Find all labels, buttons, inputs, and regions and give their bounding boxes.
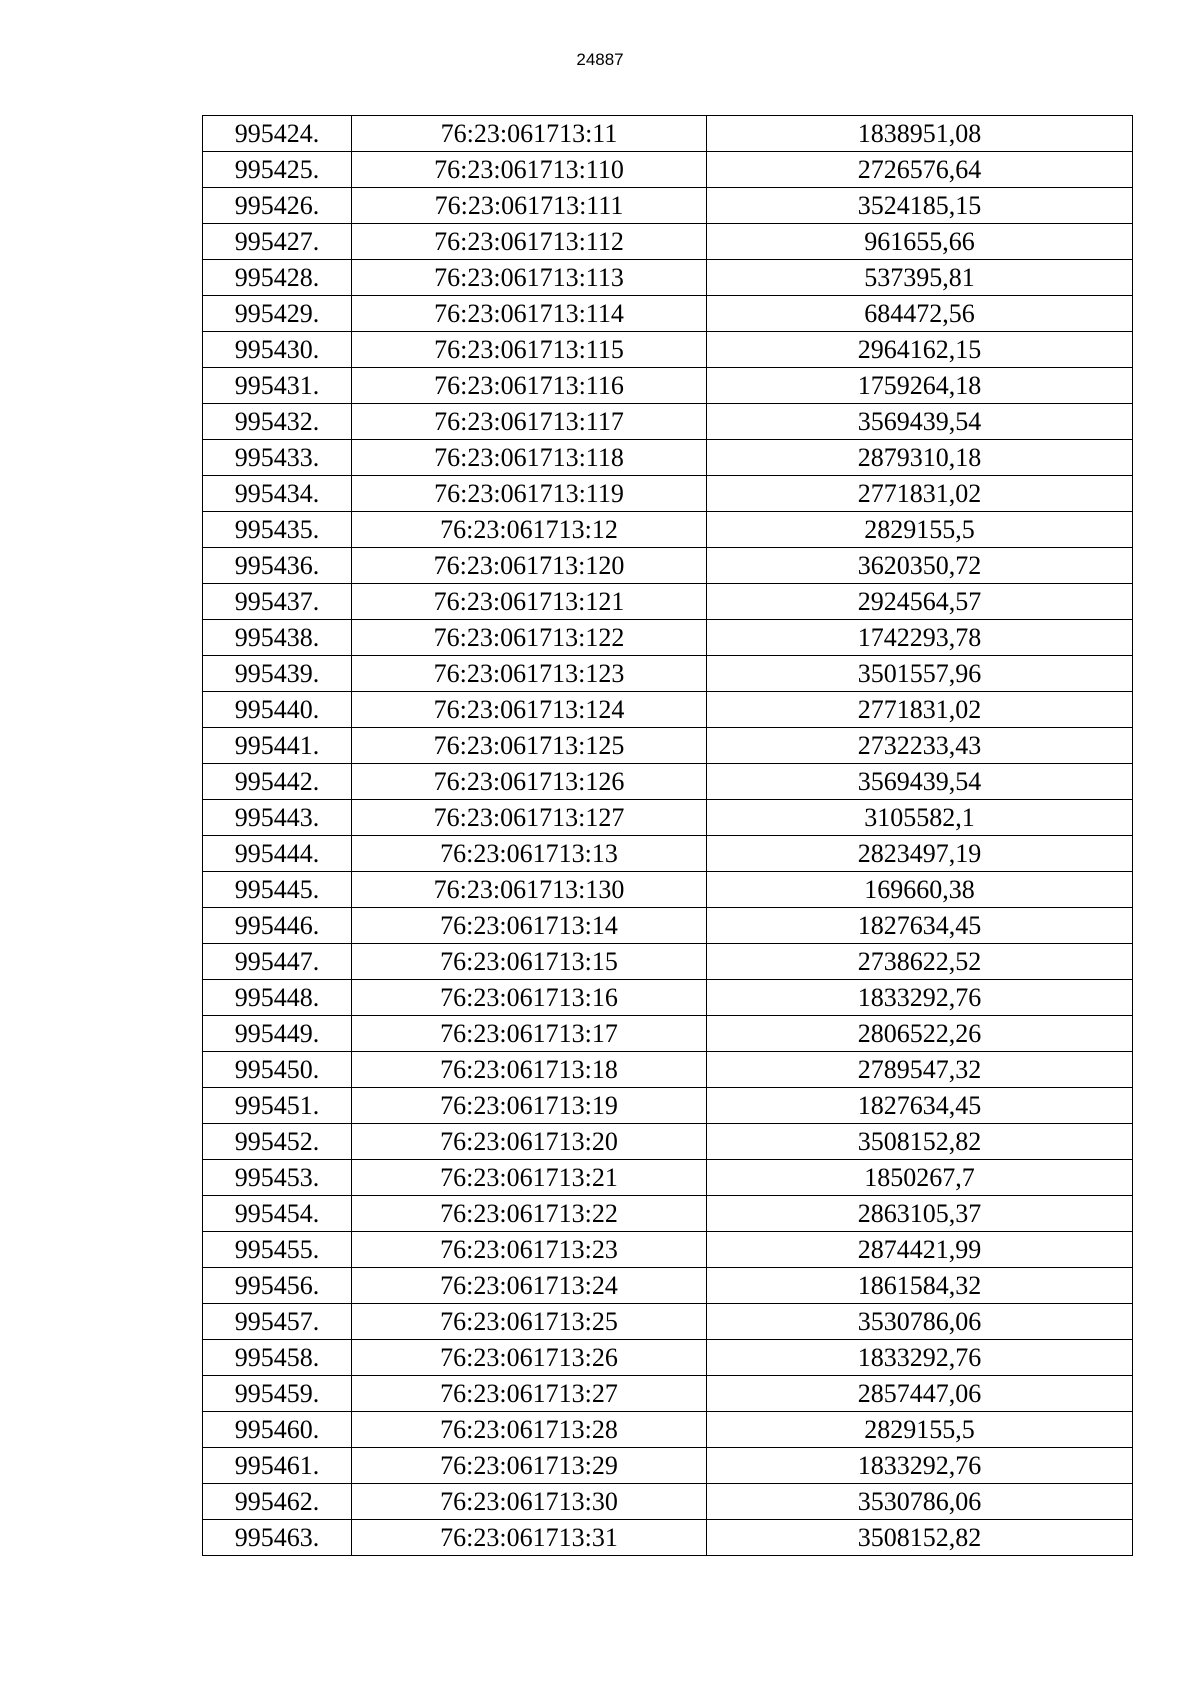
- row-number-cell: 995450.: [203, 1052, 352, 1088]
- cadastral-number-cell: 76:23:061713:22: [352, 1196, 707, 1232]
- table-row: [203, 1448, 1133, 1484]
- cadastral-value-cell: 537395,81: [707, 260, 1133, 296]
- row-number-cell: 995453.: [203, 1160, 352, 1196]
- cadastral-number-cell: 76:23:061713:115: [352, 332, 707, 368]
- cadastral-number-cell: 76:23:061713:17: [352, 1016, 707, 1052]
- table-row: [203, 548, 1133, 584]
- cadastral-value-cell: 1861584,32: [707, 1268, 1133, 1304]
- cadastral-number-cell: 76:23:061713:127: [352, 800, 707, 836]
- row-number-cell: 995438.: [203, 620, 352, 656]
- cadastral-value-cell: 1742293,78: [707, 620, 1133, 656]
- cadastral-value-cell: 3501557,96: [707, 656, 1133, 692]
- cadastral-value-cell: 3620350,72: [707, 548, 1133, 584]
- cadastral-number-cell: 76:23:061713:121: [352, 584, 707, 620]
- row-number-cell: 995441.: [203, 728, 352, 764]
- row-number-cell: 995434.: [203, 476, 352, 512]
- row-number-cell: 995448.: [203, 980, 352, 1016]
- table-row: [203, 656, 1133, 692]
- table-row: [203, 368, 1133, 404]
- cadastral-number-cell: 76:23:061713:18: [352, 1052, 707, 1088]
- row-number-cell: 995451.: [203, 1088, 352, 1124]
- row-number-cell: 995429.: [203, 296, 352, 332]
- cadastral-number-cell: 76:23:061713:125: [352, 728, 707, 764]
- table-body: [203, 116, 1133, 1556]
- table-row: [203, 872, 1133, 908]
- table-row: [203, 764, 1133, 800]
- table-row: [203, 1484, 1133, 1520]
- row-number-cell: 995449.: [203, 1016, 352, 1052]
- table-row: [203, 116, 1133, 152]
- cadastral-value-cell: 3530786,06: [707, 1484, 1133, 1520]
- cadastral-value-cell: 1838951,08: [707, 116, 1133, 152]
- table-row: [203, 1088, 1133, 1124]
- cadastral-value-cell: 1833292,76: [707, 980, 1133, 1016]
- row-number-cell: 995460.: [203, 1412, 352, 1448]
- cadastral-value-cell: 961655,66: [707, 224, 1133, 260]
- cadastral-number-cell: 76:23:061713:117: [352, 404, 707, 440]
- cadastral-number-cell: 76:23:061713:116: [352, 368, 707, 404]
- row-number-cell: 995431.: [203, 368, 352, 404]
- cadastral-number-cell: 76:23:061713:13: [352, 836, 707, 872]
- cadastral-value-cell: 2732233,43: [707, 728, 1133, 764]
- table-row: [203, 1268, 1133, 1304]
- cadastral-number-cell: 76:23:061713:30: [352, 1484, 707, 1520]
- cadastral-value-table: [202, 115, 1133, 1556]
- cadastral-number-cell: 76:23:061713:118: [352, 440, 707, 476]
- table-row: [203, 512, 1133, 548]
- table-row: [203, 152, 1133, 188]
- row-number-cell: 995427.: [203, 224, 352, 260]
- cadastral-number-cell: 76:23:061713:25: [352, 1304, 707, 1340]
- row-number-cell: 995462.: [203, 1484, 352, 1520]
- table-row: [203, 1124, 1133, 1160]
- cadastral-value-cell: 3508152,82: [707, 1520, 1133, 1556]
- cadastral-value-cell: 3508152,82: [707, 1124, 1133, 1160]
- row-number-cell: 995455.: [203, 1232, 352, 1268]
- table-row: [203, 1232, 1133, 1268]
- cadastral-value-cell: 3569439,54: [707, 764, 1133, 800]
- cadastral-number-cell: 76:23:061713:28: [352, 1412, 707, 1448]
- row-number-cell: 995444.: [203, 836, 352, 872]
- cadastral-number-cell: 76:23:061713:126: [352, 764, 707, 800]
- cadastral-number-cell: 76:23:061713:120: [352, 548, 707, 584]
- cadastral-number-cell: 76:23:061713:130: [352, 872, 707, 908]
- row-number-cell: 995463.: [203, 1520, 352, 1556]
- table-row: [203, 476, 1133, 512]
- row-number-cell: 995442.: [203, 764, 352, 800]
- cadastral-number-cell: 76:23:061713:112: [352, 224, 707, 260]
- cadastral-value-cell: 2879310,18: [707, 440, 1133, 476]
- table-row: [203, 1520, 1133, 1556]
- table-row: [203, 224, 1133, 260]
- cadastral-value-cell: 1850267,7: [707, 1160, 1133, 1196]
- row-number-cell: 995452.: [203, 1124, 352, 1160]
- cadastral-number-cell: 76:23:061713:111: [352, 188, 707, 224]
- table-row: [203, 404, 1133, 440]
- cadastral-value-cell: 2874421,99: [707, 1232, 1133, 1268]
- table-row: [203, 728, 1133, 764]
- cadastral-value-cell: 1759264,18: [707, 368, 1133, 404]
- table-row: [203, 1376, 1133, 1412]
- cadastral-value-cell: 2829155,5: [707, 512, 1133, 548]
- row-number-cell: 995456.: [203, 1268, 352, 1304]
- cadastral-number-cell: 76:23:061713:24: [352, 1268, 707, 1304]
- table-row: [203, 584, 1133, 620]
- cadastral-number-cell: 76:23:061713:122: [352, 620, 707, 656]
- cadastral-value-cell: 2829155,5: [707, 1412, 1133, 1448]
- cadastral-number-cell: 76:23:061713:16: [352, 980, 707, 1016]
- table-row: [203, 800, 1133, 836]
- cadastral-value-cell: 2726576,64: [707, 152, 1133, 188]
- cadastral-value-cell: 169660,38: [707, 872, 1133, 908]
- table-row: [203, 1052, 1133, 1088]
- table-row: [203, 332, 1133, 368]
- cadastral-value-cell: 1827634,45: [707, 908, 1133, 944]
- table-row: [203, 692, 1133, 728]
- row-number-cell: 995430.: [203, 332, 352, 368]
- table-row: [203, 944, 1133, 980]
- row-number-cell: 995428.: [203, 260, 352, 296]
- cadastral-value-cell: 3530786,06: [707, 1304, 1133, 1340]
- cadastral-number-cell: 76:23:061713:21: [352, 1160, 707, 1196]
- row-number-cell: 995446.: [203, 908, 352, 944]
- cadastral-value-cell: 3524185,15: [707, 188, 1133, 224]
- cadastral-number-cell: 76:23:061713:110: [352, 152, 707, 188]
- row-number-cell: 995461.: [203, 1448, 352, 1484]
- row-number-cell: 995457.: [203, 1304, 352, 1340]
- cadastral-value-cell: 2924564,57: [707, 584, 1133, 620]
- table-row: [203, 296, 1133, 332]
- row-number-cell: 995426.: [203, 188, 352, 224]
- cadastral-number-cell: 76:23:061713:31: [352, 1520, 707, 1556]
- row-number-cell: 995459.: [203, 1376, 352, 1412]
- table-row: [203, 1160, 1133, 1196]
- table-row: [203, 1412, 1133, 1448]
- cadastral-value-cell: 2857447,06: [707, 1376, 1133, 1412]
- cadastral-number-cell: 76:23:061713:12: [352, 512, 707, 548]
- row-number-cell: 995440.: [203, 692, 352, 728]
- table-row: [203, 836, 1133, 872]
- cadastral-number-cell: 76:23:061713:114: [352, 296, 707, 332]
- cadastral-value-cell: 1833292,76: [707, 1448, 1133, 1484]
- cadastral-value-cell: 1827634,45: [707, 1088, 1133, 1124]
- cadastral-value-cell: 2738622,52: [707, 944, 1133, 980]
- row-number-cell: 995436.: [203, 548, 352, 584]
- cadastral-number-cell: 76:23:061713:26: [352, 1340, 707, 1376]
- cadastral-value-cell: 2771831,02: [707, 692, 1133, 728]
- table-row: [203, 1340, 1133, 1376]
- cadastral-value-cell: 684472,56: [707, 296, 1133, 332]
- cadastral-number-cell: 76:23:061713:11: [352, 116, 707, 152]
- page-number: 24887: [576, 50, 624, 69]
- row-number-cell: 995443.: [203, 800, 352, 836]
- cadastral-value-cell: 2863105,37: [707, 1196, 1133, 1232]
- table-row: [203, 440, 1133, 476]
- row-number-cell: 995424.: [203, 116, 352, 152]
- table-row: [203, 980, 1133, 1016]
- cadastral-number-cell: 76:23:061713:113: [352, 260, 707, 296]
- cadastral-number-cell: 76:23:061713:124: [352, 692, 707, 728]
- cadastral-value-cell: 1833292,76: [707, 1340, 1133, 1376]
- table-row: [203, 1196, 1133, 1232]
- table-row: [203, 188, 1133, 224]
- row-number-cell: 995454.: [203, 1196, 352, 1232]
- cadastral-number-cell: 76:23:061713:27: [352, 1376, 707, 1412]
- row-number-cell: 995439.: [203, 656, 352, 692]
- cadastral-number-cell: 76:23:061713:15: [352, 944, 707, 980]
- cadastral-number-cell: 76:23:061713:123: [352, 656, 707, 692]
- cadastral-value-cell: 3569439,54: [707, 404, 1133, 440]
- row-number-cell: 995425.: [203, 152, 352, 188]
- cadastral-value-cell: 2789547,32: [707, 1052, 1133, 1088]
- table-row: [203, 1016, 1133, 1052]
- row-number-cell: 995458.: [203, 1340, 352, 1376]
- cadastral-value-cell: 3105582,1: [707, 800, 1133, 836]
- cadastral-value-cell: 2771831,02: [707, 476, 1133, 512]
- cadastral-number-cell: 76:23:061713:119: [352, 476, 707, 512]
- row-number-cell: 995445.: [203, 872, 352, 908]
- cadastral-number-cell: 76:23:061713:29: [352, 1448, 707, 1484]
- cadastral-number-cell: 76:23:061713:14: [352, 908, 707, 944]
- cadastral-value-cell: 2964162,15: [707, 332, 1133, 368]
- table-row: [203, 620, 1133, 656]
- table-row: [203, 908, 1133, 944]
- row-number-cell: 995432.: [203, 404, 352, 440]
- table-row: [203, 1304, 1133, 1340]
- table-row: [203, 260, 1133, 296]
- row-number-cell: 995435.: [203, 512, 352, 548]
- cadastral-number-cell: 76:23:061713:23: [352, 1232, 707, 1268]
- cadastral-value-cell: 2823497,19: [707, 836, 1133, 872]
- cadastral-value-cell: 2806522,26: [707, 1016, 1133, 1052]
- row-number-cell: 995447.: [203, 944, 352, 980]
- cadastral-number-cell: 76:23:061713:19: [352, 1088, 707, 1124]
- row-number-cell: 995437.: [203, 584, 352, 620]
- row-number-cell: 995433.: [203, 440, 352, 476]
- cadastral-number-cell: 76:23:061713:20: [352, 1124, 707, 1160]
